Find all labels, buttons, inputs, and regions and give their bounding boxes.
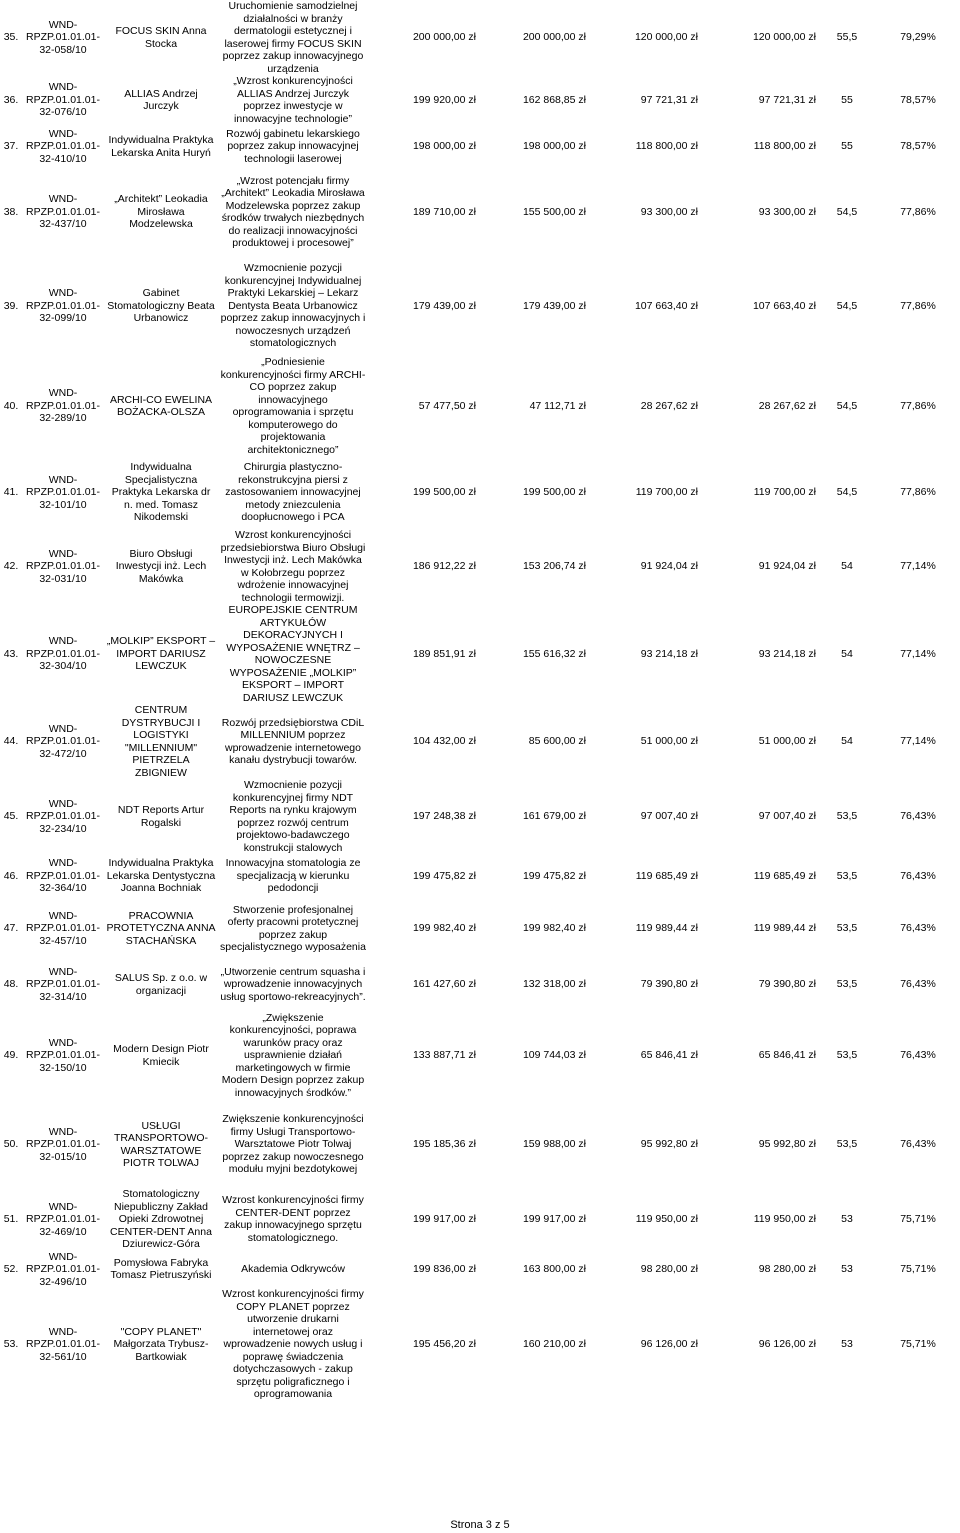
application-id-part: WND- <box>48 1200 78 1213</box>
application-id-part: 32-469/10 <box>39 1225 87 1238</box>
row-number: 44. <box>3 735 19 748</box>
row-number: 45. <box>3 810 19 823</box>
application-id-part: RPZP.01.01.01- <box>26 486 100 499</box>
table-row <box>0 75 960 125</box>
grant-amount-2: 65 846,41 zł <box>758 1049 816 1062</box>
grant-amount: 93 214,18 zł <box>640 647 698 660</box>
total-value: 199 982,40 zł <box>412 922 476 935</box>
table-row <box>0 0 960 75</box>
project-title: Wzrost konkurencyjności przedsiebiorstwa Biuro Obsługi Inwestycji inż. Lech Makówka w Kołobrzegu poprzez wdrożenie innowacyjnej technologii termowizji. <box>220 529 366 604</box>
grant-amount-2: 118 800,00 zł <box>753 140 816 153</box>
grant-amount-2: 28 267,62 zł <box>758 399 816 412</box>
project-title: „Utworzenie centrum squasha i wprowadzenie innowacyjnych usług sportowo-rekreacyjnych”. <box>220 965 366 1003</box>
application-id-part: 32-058/10 <box>39 43 87 56</box>
application-id-part: 32-099/10 <box>39 312 87 325</box>
grant-amount-2: 98 280,00 zł <box>758 1263 816 1275</box>
percent-score: 76,43% <box>900 978 936 991</box>
eligible-cost: 199 475,82 zł <box>522 869 586 882</box>
application-id-part: RPZP.01.01.01- <box>26 1138 100 1151</box>
beneficiary-name: ARCHI-CO EWELINA BOŻACKA-OLSZA <box>109 393 213 418</box>
grant-amount: 118 800,00 zł <box>635 140 698 153</box>
project-title: „Wzrost potencjału firmy „Architekt” Leokadia Mirosława Modzelewska poprzez zakup środków trwałych niezbędnych do realizacji innowacyjności produktowej i procesowej” <box>221 174 365 249</box>
eligible-cost: 179 439,00 zł <box>522 299 586 312</box>
application-id-part: WND- <box>48 1325 78 1338</box>
table-row <box>0 125 960 168</box>
table-row <box>0 1288 960 1401</box>
beneficiary-name: Indywidualna Specjalistyczna Praktyka Lekarska dr n. med. Tomasz Nikodemski <box>111 461 211 524</box>
application-id-part: 32-314/10 <box>39 990 87 1003</box>
application-id-part: RPZP.01.01.01- <box>26 735 100 748</box>
application-id-part: WND- <box>48 1250 78 1263</box>
project-title: Wzrost konkurencyjności firmy CENTER-DENT poprzez zakup innowacyjnego sprzętu stomatologicznego. <box>222 1194 364 1244</box>
application-id <box>22 1101 104 1188</box>
application-id <box>22 125 104 168</box>
grant-amount-2: 91 924,04 zł <box>758 560 816 573</box>
beneficiary-name: ALLIAS Andrzej Jurczyk <box>124 87 198 112</box>
percent-score: 75,71% <box>900 1213 936 1225</box>
points: 53 <box>841 1338 853 1350</box>
application-id <box>22 75 104 125</box>
points: 54 <box>841 647 853 660</box>
application-id-part: RPZP.01.01.01- <box>26 140 100 153</box>
eligible-cost: 199 982,40 zł <box>522 922 586 935</box>
percent-score: 77,86% <box>900 299 936 312</box>
total-value: 199 920,00 zł <box>412 93 476 106</box>
application-id <box>22 959 104 1010</box>
table-row <box>0 779 960 854</box>
application-id-part: 32-437/10 <box>39 218 87 231</box>
application-id-part: 32-101/10 <box>39 498 87 511</box>
points: 54,5 <box>836 205 858 218</box>
total-value: 161 427,60 zł <box>412 978 476 991</box>
row-number: 37. <box>3 140 19 153</box>
percent-score: 76,43% <box>900 922 936 935</box>
percent-score: 75,71% <box>900 1263 936 1275</box>
application-id-part: 32-457/10 <box>39 934 87 947</box>
beneficiary-name: Indywidualna Praktyka Lekarska Anita Huryń <box>108 134 214 159</box>
row-number: 49. <box>3 1049 19 1062</box>
table-row <box>0 898 960 959</box>
application-id-part: WND- <box>48 1036 78 1049</box>
eligible-cost: 199 917,00 zł <box>522 1213 586 1225</box>
percent-score: 78,57% <box>900 93 936 106</box>
application-id <box>22 529 104 604</box>
beneficiary-name: „MOLKIP” EKSPORT – IMPORT DARIUSZ LEWCZUK <box>106 635 216 673</box>
application-id-part: WND- <box>48 18 78 31</box>
eligible-cost: 155 500,00 zł <box>522 205 586 218</box>
application-id-part: WND- <box>48 127 78 140</box>
table-row <box>0 1010 960 1101</box>
total-value: 199 917,00 zł <box>412 1213 476 1225</box>
eligible-cost: 198 000,00 zł <box>522 140 586 153</box>
row-number: 40. <box>3 399 19 412</box>
application-id-part: WND- <box>48 1125 78 1138</box>
application-id-part: 32-410/10 <box>39 152 87 165</box>
row-number: 35. <box>3 31 19 44</box>
total-value: 179 439,00 zł <box>412 299 476 312</box>
eligible-cost: 85 600,00 zł <box>528 735 586 748</box>
percent-score: 76,43% <box>900 1138 936 1151</box>
beneficiary-name: "COPY PLANET" Małgorzata Trybusz-Bartkowiak <box>113 1325 209 1363</box>
points: 55 <box>841 93 853 106</box>
percent-score: 77,86% <box>900 486 936 499</box>
eligible-cost: 163 800,00 zł <box>522 1263 586 1275</box>
application-id-part: WND- <box>48 797 78 810</box>
total-value: 200 000,00 zł <box>412 31 476 44</box>
application-id-part: WND- <box>48 722 78 735</box>
eligible-cost: 155 616,32 zł <box>522 647 586 660</box>
grant-amount-2: 119 685,49 zł <box>753 869 816 882</box>
grant-amount: 97 721,31 zł <box>640 93 698 106</box>
total-value: 199 836,00 zł <box>412 1263 476 1275</box>
application-id-part: 32-472/10 <box>39 747 87 760</box>
eligible-cost: 153 206,74 zł <box>522 560 586 573</box>
percent-score: 79,29% <box>900 31 936 44</box>
table-row <box>0 456 960 529</box>
grant-amount: 119 989,44 zł <box>635 922 698 935</box>
page-footer: Strona 3 z 5 <box>450 1519 510 1531</box>
application-id-part: 32-031/10 <box>39 572 87 585</box>
grant-amount-2: 119 950,00 zł <box>753 1213 816 1225</box>
application-id-part: 32-076/10 <box>39 106 87 119</box>
application-id <box>22 168 104 256</box>
application-id <box>22 604 104 704</box>
project-title: Innowacyjna stomatologia ze specjalizacją w kierunku pedodoncji <box>225 857 361 895</box>
application-id-part: RPZP.01.01.01- <box>26 93 100 106</box>
percent-score: 77,14% <box>900 647 936 660</box>
application-id-part: 32-364/10 <box>39 882 87 895</box>
beneficiary-name: CENTRUM DYSTRYBUCJI I LOGISTYKI "MILLENNIUM" PIETRZELA ZBIGNIEW <box>121 704 201 779</box>
beneficiary-name: Biuro Obsługi Inwestycji inż. Lech Makówka <box>115 547 207 585</box>
application-id-part: WND- <box>48 81 78 94</box>
grant-amount: 95 992,80 zł <box>640 1138 698 1151</box>
eligible-cost: 159 988,00 zł <box>522 1138 586 1151</box>
application-id-part: RPZP.01.01.01- <box>26 810 100 823</box>
application-id-part: WND- <box>48 857 78 870</box>
table-row <box>0 1251 960 1289</box>
application-id-part: 32-289/10 <box>39 412 87 425</box>
application-id-part: 32-150/10 <box>39 1061 87 1074</box>
row-number: 52. <box>3 1263 19 1275</box>
application-id <box>22 898 104 959</box>
grant-amount: 119 685,49 zł <box>635 869 698 882</box>
points: 53,5 <box>836 810 858 823</box>
application-id-part: WND- <box>48 473 78 486</box>
table-row <box>0 854 960 898</box>
application-id-part: RPZP.01.01.01- <box>26 31 100 44</box>
percent-score: 77,86% <box>900 205 936 218</box>
beneficiary-name: USŁUGI TRANSPORTOWO-WARSZTATOWE PIOTR TOLWAJ <box>113 1119 209 1169</box>
application-id-part: 32-304/10 <box>39 660 87 673</box>
application-id-part: WND- <box>48 387 78 400</box>
percent-score: 78,57% <box>900 140 936 153</box>
application-id-part: RPZP.01.01.01- <box>26 560 100 573</box>
row-number: 53. <box>3 1338 19 1350</box>
row-number: 48. <box>3 978 19 991</box>
grant-amount: 96 126,00 zł <box>640 1338 698 1350</box>
beneficiary-name: Indywidualna Praktyka Lekarska Dentystyczna Joanna Bochniak <box>106 857 216 895</box>
project-title: Chirurgia plastyczno-rekonstrukcyjna piersi z zastosowaniem innowacyjnej metody zniezculenia doopłucnowego i PCA <box>225 461 361 524</box>
table-row <box>0 604 960 704</box>
application-id-part: RPZP.01.01.01- <box>26 922 100 935</box>
grant-amount-2: 119 700,00 zł <box>753 486 816 499</box>
percent-score: 77,86% <box>900 399 936 412</box>
grant-amount: 107 663,40 zł <box>634 299 698 312</box>
application-id-part: WND- <box>48 635 78 648</box>
grant-amount: 119 950,00 zł <box>635 1213 698 1225</box>
points: 54 <box>841 735 853 748</box>
grant-amount-2: 93 300,00 zł <box>758 205 816 218</box>
application-id-part: RPZP.01.01.01- <box>26 1263 100 1275</box>
application-id-part: 32-496/10 <box>39 1275 87 1288</box>
beneficiary-name: „Architekt” Leokadia Mirosława Modzelewska <box>114 193 208 231</box>
project-title: „Podniesienie konkurencyjności firmy ARCHI-CO poprzez zakup innowacyjnego oprogramowania i sprzętu komputerowego do projektowania architektonicznego” <box>220 356 366 456</box>
total-value: 195 185,36 zł <box>412 1138 476 1151</box>
grant-amount: 51 000,00 zł <box>640 735 698 748</box>
application-id <box>22 1188 104 1251</box>
application-id-part: RPZP.01.01.01- <box>26 299 100 312</box>
grant-amount: 93 300,00 zł <box>640 205 698 218</box>
total-value: 104 432,00 zł <box>412 735 476 748</box>
project-title: Wzmocnienie pozycji konkurencyjnej firmy NDT Reports na rynku krajowym poprzez rozwój centrum projektowo-badawczego konstrukcji stalowych <box>229 779 357 854</box>
beneficiary-name: NDT Reports Artur Rogalski <box>117 804 205 829</box>
table-row <box>0 959 960 1010</box>
application-id <box>22 456 104 529</box>
row-number: 47. <box>3 922 19 935</box>
points: 54 <box>841 560 853 573</box>
row-number: 38. <box>3 205 19 218</box>
grant-amount-2: 97 007,40 zł <box>758 810 816 823</box>
application-id <box>22 256 104 356</box>
grant-amount: 28 267,62 zł <box>640 399 698 412</box>
row-number: 46. <box>3 869 19 882</box>
percent-score: 76,43% <box>900 869 936 882</box>
project-title: Rozwój przedsiębiorstwa CDiL MILLENNIUM poprzez wprowadzenie internetowego kanału dystrybucji towarów. <box>221 716 365 766</box>
grant-amount-2: 120 000,00 zł <box>752 31 816 44</box>
project-title: Stworzenie profesjonalnej oferty pracowni protetycznej poprzez zakup specjalistycznego wyposażenia <box>220 903 366 953</box>
project-title: Rozwój gabinetu lekarskiego poprzez zakup innowacyjnej technologii laserowej <box>226 127 360 165</box>
points: 53,5 <box>836 869 858 882</box>
grant-amount: 79 390,80 zł <box>640 978 698 991</box>
grant-amount: 97 007,40 zł <box>640 810 698 823</box>
application-id-part: RPZP.01.01.01- <box>26 869 100 882</box>
beneficiary-name: Pomysłowa Fabryka Tomasz Pietruszyński <box>110 1256 212 1282</box>
application-id <box>22 1010 104 1101</box>
points: 53 <box>841 1263 853 1275</box>
total-value: 199 500,00 zł <box>412 486 476 499</box>
grant-amount-2: 95 992,80 zł <box>758 1138 816 1151</box>
project-title: Zwiększenie konkurencyjności firmy Usługi Transportowo-Warsztatowe Piotr Tolwaj poprzez zakup nowoczesnego modułu myjni bezdotykowej <box>222 1113 364 1176</box>
application-id-part: WND- <box>48 287 78 300</box>
application-id <box>22 0 104 75</box>
row-number: 41. <box>3 486 19 499</box>
project-title: Akademia Odkrywców <box>241 1263 345 1275</box>
eligible-cost: 199 500,00 zł <box>522 486 586 499</box>
points: 54,5 <box>836 399 858 412</box>
beneficiary-name: Gabinet Stomatologiczny Beata Urbanowicz <box>107 287 215 325</box>
project-title: Uruchomienie samodzielnej działalności w branży dermatologii estetycznej i laserowej firmy FOCUS SKIN poprzez zakup innowacyjnego urządzenia <box>222 0 364 75</box>
percent-score: 77,14% <box>900 560 936 573</box>
table-row <box>0 256 960 356</box>
grant-amount-2: 79 390,80 zł <box>758 978 816 991</box>
table-row <box>0 1188 960 1251</box>
grant-amount-2: 51 000,00 zł <box>758 735 816 748</box>
percent-score: 75,71% <box>900 1338 936 1350</box>
beneficiary-name: PRACOWNIA PROTETYCZNA ANNA STACHAŃSKA <box>106 909 216 947</box>
points: 53,5 <box>836 922 858 935</box>
grant-amount: 98 280,00 zł <box>640 1263 698 1275</box>
points: 55 <box>841 140 853 153</box>
project-title: Wzrost konkurencyjności firmy COPY PLANET poprzez utworzenie drukarni internetowej oraz wprowadzenie nowych usług i poprawę świadczenia dotychczasowych - zakup sprzętu poligraficznego i oprogramowania <box>222 1288 364 1400</box>
project-title: Wzmocnienie pozycji konkurencyjnej Indywidualnej Praktyki Lekarskiej – Lekarz Dentysta Beata Urbanowicz poprzez zakup innowacyjnych i nowoczesnych urządzeń stomatologicznych <box>220 262 366 350</box>
points: 53 <box>841 1213 853 1225</box>
application-id <box>22 356 104 456</box>
total-value: 186 912,22 zł <box>412 560 476 573</box>
application-id-part: 32-015/10 <box>39 1150 87 1163</box>
percent-score: 77,14% <box>900 735 936 748</box>
grant-amount: 119 700,00 zł <box>635 486 698 499</box>
points: 53,5 <box>836 1138 858 1151</box>
total-value: 197 248,38 zł <box>412 810 476 823</box>
eligible-cost: 160 210,00 zł <box>522 1338 586 1350</box>
beneficiary-name: Stomatologiczny Niepubliczny Zakład Opieki Zdrowotnej CENTER-DENT Anna Dziurewicz-Góra <box>110 1188 212 1250</box>
application-id-part: RPZP.01.01.01- <box>26 1049 100 1062</box>
application-id-part: WND- <box>48 909 78 922</box>
application-id-part: RPZP.01.01.01- <box>26 399 100 412</box>
eligible-cost: 109 744,03 zł <box>522 1049 586 1062</box>
row-number: 51. <box>3 1213 19 1225</box>
total-value: 199 475,82 zł <box>412 869 476 882</box>
application-id-part: RPZP.01.01.01- <box>26 205 100 218</box>
grant-amount: 120 000,00 zł <box>634 31 698 44</box>
application-id <box>22 854 104 898</box>
grant-amount-2: 119 989,44 zł <box>753 922 816 935</box>
total-value: 133 887,71 zł <box>412 1049 476 1062</box>
beneficiary-name: Modern Design Piotr Kmiecik <box>113 1043 209 1068</box>
total-value: 57 477,50 zł <box>418 399 476 412</box>
application-id-part: WND- <box>48 547 78 560</box>
application-id-part: RPZP.01.01.01- <box>26 978 100 991</box>
total-value: 189 851,91 zł <box>412 647 476 660</box>
project-title: „Zwiększenie konkurencyjności, poprawa warunków pracy oraz usprawnienie działań marketingowych w firmie Modern Design poprzez zakup innowacyjnych środków.” <box>221 1011 365 1099</box>
eligible-cost: 162 868,85 zł <box>522 93 586 106</box>
application-id <box>22 1288 104 1401</box>
table-row <box>0 1101 960 1188</box>
application-id-part: RPZP.01.01.01- <box>26 1338 100 1350</box>
row-number: 42. <box>3 560 19 573</box>
percent-score: 76,43% <box>900 1049 936 1062</box>
percent-score: 76,43% <box>900 810 936 823</box>
points: 54,5 <box>836 299 858 312</box>
application-id <box>22 704 104 779</box>
application-id-part: WND- <box>48 193 78 206</box>
application-id-part: RPZP.01.01.01- <box>26 647 100 660</box>
points: 53,5 <box>836 1049 858 1062</box>
project-title: „Wzrost konkurencyjności ALLIAS Andrzej Jurczyk poprzez inwestycje w innowacyjne technologie” <box>233 75 353 125</box>
grant-amount: 65 846,41 zł <box>640 1049 698 1062</box>
points: 53,5 <box>836 978 858 991</box>
grant-amount: 91 924,04 zł <box>640 560 698 573</box>
grant-amount-2: 93 214,18 zł <box>758 647 816 660</box>
application-id-part: 32-234/10 <box>39 822 87 835</box>
table-row <box>0 704 960 779</box>
beneficiary-name: SALUS Sp. z o.o. w organizacji <box>114 972 208 997</box>
eligible-cost: 132 318,00 zł <box>522 978 586 991</box>
total-value: 195 456,20 zł <box>412 1338 476 1350</box>
grant-amount-2: 97 721,31 zł <box>758 93 816 106</box>
grant-amount-2: 96 126,00 zł <box>758 1338 816 1350</box>
table-row <box>0 529 960 604</box>
row-number: 36. <box>3 93 19 106</box>
row-number: 39. <box>3 299 19 312</box>
table-row <box>0 168 960 256</box>
project-title: EUROPEJSKIE CENTRUM ARTYKUŁÓW DEKORACYJNYCH I WYPOSAŻENIE WNĘTRZ – NOWOCZESNE WYPOSAŻENIE „MOLKIP” EKSPORT – IMPORT DARIUSZ LEWCZUK <box>226 604 360 704</box>
application-id-part: WND- <box>48 965 78 978</box>
application-id <box>22 779 104 854</box>
points: 54,5 <box>836 486 858 499</box>
eligible-cost: 200 000,00 zł <box>522 31 586 44</box>
row-number: 43. <box>3 647 19 660</box>
application-id-part: RPZP.01.01.01- <box>26 1213 100 1225</box>
beneficiary-name: FOCUS SKIN Anna Stocka <box>115 25 207 50</box>
application-id-part: 32-561/10 <box>39 1350 87 1363</box>
total-value: 198 000,00 zł <box>412 140 476 153</box>
total-value: 189 710,00 zł <box>412 205 476 218</box>
row-number: 50. <box>3 1138 19 1151</box>
table-row <box>0 356 960 456</box>
application-id <box>22 1251 104 1289</box>
eligible-cost: 47 112,71 zł <box>529 399 586 412</box>
grant-amount-2: 107 663,40 zł <box>752 299 816 312</box>
points: 55,5 <box>836 31 858 44</box>
eligible-cost: 161 679,00 zł <box>522 810 586 823</box>
